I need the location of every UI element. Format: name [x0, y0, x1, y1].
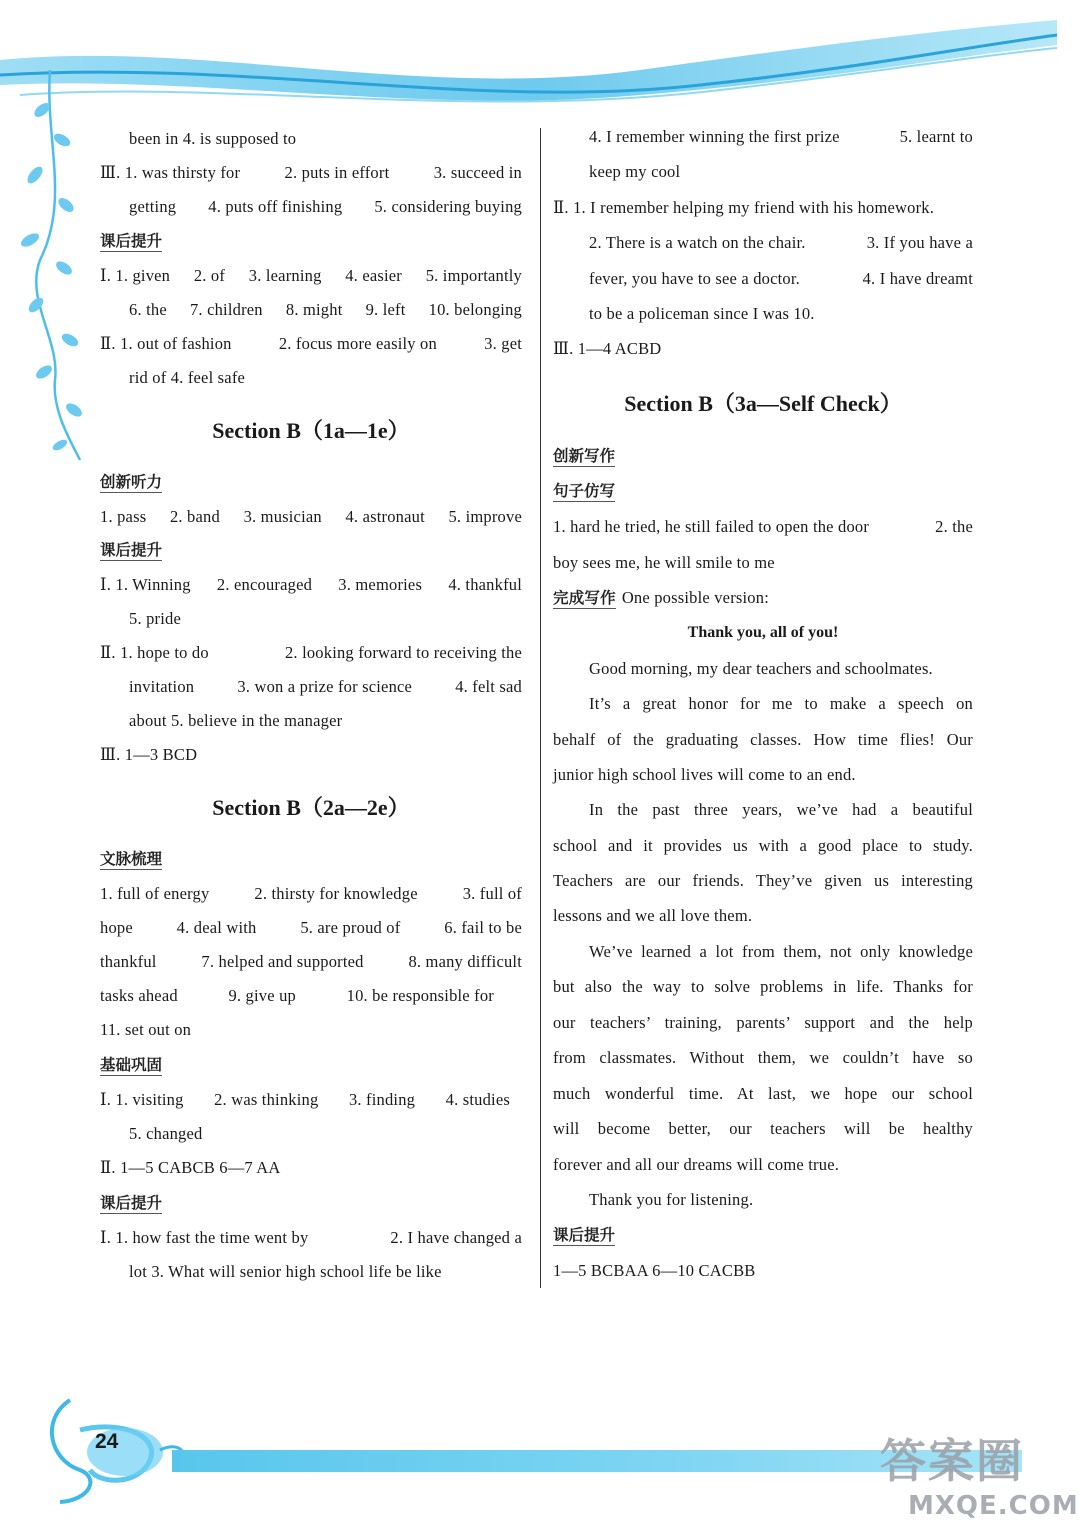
answer-line: invitation 3. won a prize for science 4. felt sad [129, 677, 522, 696]
answer-line: to be a policeman since I was 10. [589, 304, 815, 323]
subsection-heading: 课后提升 [100, 541, 163, 559]
answer-line: Ⅱ. 1—5 CABCB 6—7 AA [100, 1158, 281, 1177]
essay-line: We’ve learned a lot from them, not only knowledge [589, 942, 973, 961]
subsection-heading: 课后提升 [100, 1194, 163, 1212]
answer-line: 5. pride [129, 609, 182, 628]
subsection-heading: 创新写作 [553, 447, 616, 465]
answer-line: Ⅱ. 1. out of fashion 2. focus more easily on 3. get [100, 334, 522, 353]
answer-line: fever, you have to see a doctor. 4. I have dreamt [589, 269, 973, 288]
essay-line: It’s a great honor for me to make a speech on [589, 694, 973, 713]
answer-line: getting 4. puts off finishing 5. considering buying [129, 197, 522, 216]
answer-line: 1—5 BCBAA 6—10 CACBB [553, 1261, 756, 1280]
answer-line: thankful 7. helped and supported 8. many difficult [100, 952, 522, 971]
essay-line: behalf of the graduating classes. How time flies! Our [553, 730, 973, 749]
essay-line: lessons and we all love them. [553, 906, 753, 925]
section-heading: Section B（3a—Self Check） [624, 391, 902, 416]
essay-line: school and it provides us with a good place to study. [553, 836, 973, 855]
page-number: 24 [95, 1430, 119, 1453]
answer-line: boy sees me, he will smile to me [553, 553, 775, 572]
answer-line: Ⅲ. 1. was thirsty for 2. puts in effort 3. succeed in [100, 163, 522, 182]
essay-line: our teachers’ training, parents’ support and the help [553, 1013, 973, 1032]
subsection-heading: 课后提升 [100, 232, 163, 250]
answer-line: tasks ahead 9. give up 10. be responsible for [100, 986, 494, 1005]
essay-line: much wonderful time. At last, we hope our school [553, 1084, 973, 1103]
section-heading: Section B（2a—2e） [212, 795, 410, 820]
essay-line: Teachers are our friends. They’ve given us interesting [553, 871, 973, 890]
answer-line: Ⅰ. 1. visiting 2. was thinking 3. finding 4. studies [100, 1090, 510, 1109]
essay-line: Good morning, my dear teachers and schoolmates. [589, 659, 933, 678]
essay-line: but also the way to solve problems in life. Thanks for [553, 977, 973, 996]
essay-title: Thank you, all of you! [687, 624, 839, 641]
essay-line: In the past three years, we’ve had a beautiful [589, 800, 973, 819]
answer-line: 2. There is a watch on the chair. 3. If you have a [589, 233, 973, 252]
subsection-heading: 课后提升 [553, 1226, 616, 1244]
answer-line: 4. I remember winning the first prize 5. learnt to [589, 127, 973, 146]
subsection-heading: 创新听力 [100, 473, 163, 491]
answer-line: about 5. believe in the manager [129, 711, 343, 730]
answer-line: 5. changed [129, 1124, 203, 1143]
answer-line: keep my cool [589, 162, 681, 181]
answer-line: Ⅱ. 1. hope to do 2. looking forward to receiving the [100, 643, 522, 662]
answer-line: 1. hard he tried, he still failed to open the door 2. the [553, 517, 973, 536]
answer-line: rid of 4. feel safe [129, 368, 246, 387]
column-divider [540, 128, 541, 1288]
answer-line: Ⅰ. 1. Winning 2. encouraged 3. memories 4. thankful [100, 575, 522, 594]
answer-line: Ⅲ. 1—4 ACBD [553, 339, 662, 358]
subsection-heading: 完成写作 [553, 589, 616, 607]
subsection-heading: 句子仿写 [553, 482, 616, 500]
subsection-heading: 基础巩固 [100, 1056, 163, 1074]
essay-line: will become better, our teachers will be healthy [553, 1119, 973, 1138]
answer-line: Ⅱ. 1. I remember helping my friend with his homework. [553, 198, 935, 217]
answer-line: hope 4. deal with 5. are proud of 6. fail to be [100, 918, 522, 937]
watermark-logo [880, 1425, 1079, 1530]
essay-line: junior high school lives will come to an end. [553, 765, 856, 784]
essay-line: forever and all our dreams will come true. [553, 1155, 840, 1174]
answer-line: Ⅰ. 1. how fast the time went by 2. I have changed a [100, 1228, 522, 1247]
watermark-text: 答案圈 [880, 1434, 1024, 1488]
answer-line: 1. full of energy 2. thirsty for knowledge 3. full of [100, 884, 522, 903]
answer-line: Ⅰ. 1. given 2. of 3. learning 4. easier 5. importantly [100, 266, 522, 285]
answer-line: 11. set out on [100, 1020, 192, 1039]
section-heading: Section B（1a—1e） [212, 418, 410, 443]
answer-line: 完成写作 One possible version: [553, 588, 769, 607]
watermark-url: MXQE.COM [908, 1491, 1079, 1521]
subsection-heading: 文脉梳理 [100, 850, 163, 868]
essay-line: Thank you for listening. [589, 1190, 754, 1209]
answer-line: lot 3. What will senior high school life be like [129, 1262, 442, 1281]
answer-line: 6. the 7. children 8. might 9. left 10. belonging [129, 300, 522, 319]
answer-line: 1. pass 2. band 3. musician 4. astronaut 5. improve [100, 507, 522, 526]
answer-line: Ⅲ. 1—3 BCD [100, 745, 198, 764]
answer-line: been in 4. is supposed to [129, 129, 297, 148]
essay-line: from classmates. Without them, we couldn’t have so [553, 1048, 973, 1067]
